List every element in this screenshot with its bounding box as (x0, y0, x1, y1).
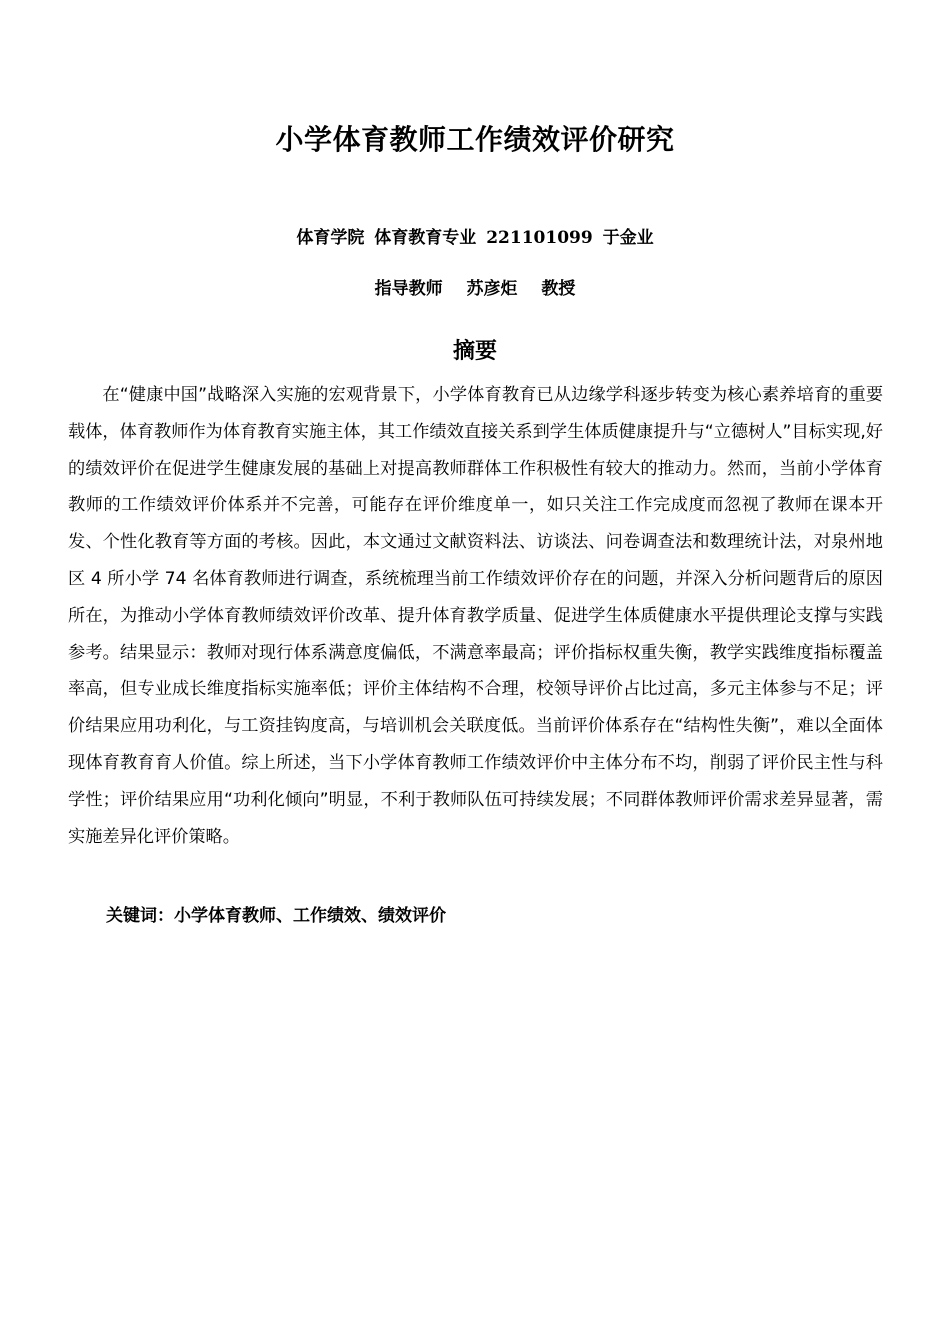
keywords-value: 小学体育教师、工作绩效、绩效评价 (174, 906, 446, 926)
abstract-body: 在“健康中国”战略深入实施的宏观背景下，小学体育教育已从边缘学科逐步转变为核心素养培育的重要载体，体育教师作为体育教育实施主体，其工作绩效直接关系到学生体质健康提升与“立德树人”目标实现,好的绩效评价在促进学生健康发展的基础上对提高教师群体工作积极性有较大的推动力。然而，当前小学体育教师的工作绩效评价体系并不完善，可能存在评价维度单一，如只关注工作完成度而忽视了教师在课本开发、个性化教育等方面的考核。因此，本文通过文献资料法、访谈法、问卷调查法和数理统计法，对泉州地区 4 所小学 74 名体育教师进行调查，系统梳理当前工作绩效评价存在的问题，并深入分析问题背后的原因所在，为推动小学体育教师绩效评价改革、提升体育教学质量、促进学生体质健康水平提供理论支撑与实践参考。结果显示：教师对现行体系满意度偏低，不满意率最高；评价指标权重失衡，教学实践维度指标覆盖率高，但专业成长维度指标实施率低；评价主体结构不合理，校领导评价占比过高，多元主体参与不足；评价结果应用功利化，与工资挂钩度高，与培训机会关联度低。当前评价体系存在“结构性失衡”，难以全面体现体育教育育人价值。综上所述，当下小学体育教师工作绩效评价中主体分布不均，削弱了评价民主性与科学性；评价结果应用“功利化倾向”明显，不利于教师队伍可持续发展；不同群体教师评价需求差异显著，需实施差异化评价策略。 (68, 385, 884, 847)
author-major: 体育教育专业 (374, 228, 477, 248)
advisor-rank: 教授 (541, 279, 576, 299)
paper-title: 小学体育教师工作绩效评价研究 (275, 123, 675, 156)
author-name: 于金业 (602, 228, 654, 248)
author-line (0, 225, 950, 251)
advisor-name: 苏彦炬 (466, 279, 518, 299)
abstract-heading: 摘要 (452, 339, 497, 364)
advisor-line (0, 276, 950, 302)
keywords-line (106, 901, 446, 931)
author-college: 体育学院 (296, 228, 365, 248)
author-student-id: 221101099 (486, 228, 593, 248)
advisor-label: 指导教师 (374, 279, 443, 299)
keywords-label: 关键词： (106, 906, 174, 926)
